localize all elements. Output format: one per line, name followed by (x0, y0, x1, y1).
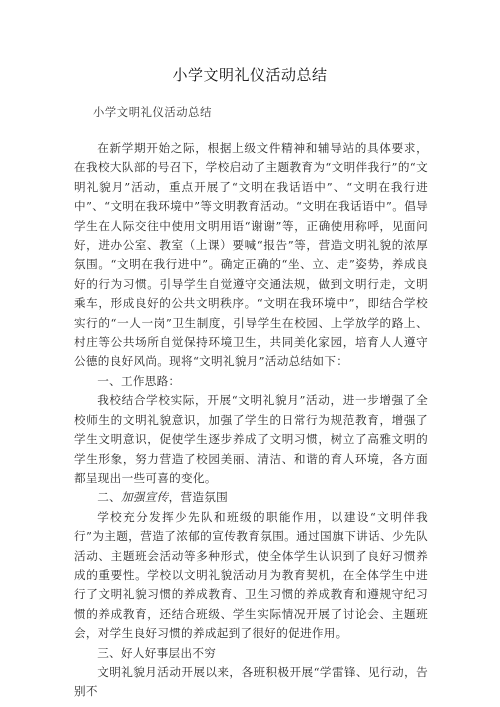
section-1-heading: 一、工作思路： (97, 373, 181, 388)
intro-paragraph: 在新学期开始之际，根据上级文件精神和辅导站的具体要求，在我校大队部的号召下，学校启动了主题教育为“文明伴我行”的“文明礼貌月”活动，重点开展了“文明在我话语中”、“文明在我行进中”、“文明在我环境中”等文明教育活动。“文明在我话语中”。倡导学生在人际交往中使用文明用语“谢谢”等，正确使用称呼，见面问好，进办公室、教室（上课）要喊“报告”等，营造文明礼貌的浓厚氛围。“文明在我行进中”。确定正确的“坐、立、走”姿势，养成良好的行为习惯。引导学生自觉遵守交通法规，做到文明行走，文明乘车，形成良好的公共文明秩序。“文明在我环境中”，即结合学校实行的“一人一岗”卫生制度，引导学生在校园、上学放学的路上、村庄等公共场所自觉保持环境卫生，共同美化家园，培育人人遵守公德的良好风尚。现将“文明礼貌月”活动总结如下： (74, 141, 428, 369)
document-subtitle: 小学文明礼仪活动总结 (93, 106, 212, 119)
section-1-paragraph: 我校结合学校实际，开展“文明礼貌月”活动，进一步增强了全校师生的文明礼貌意识，加强了学生的日常行为规范教育，增强了学生文明意识，促使学生逐步养成了文明习惯，树立了高雅文明的学生形象，努力营造了校园美丽、清洁、和谐的育人环境，各方面都呈现出一些可喜的变化。 (74, 393, 428, 485)
section-3-heading: 三、好人好事层出不穷 (97, 645, 217, 660)
section-2-heading-rest: ，营造氛围 (168, 490, 229, 505)
section-2-heading (74, 488, 428, 507)
section-2-heading-italic: 加强宣传 (120, 490, 169, 505)
document-title: 小学文明礼仪活动总结 (172, 66, 328, 84)
document-body (74, 139, 428, 702)
section-2-paragraph: 学校充分发挥少先队和班级的职能作用，以建设“文明伴我行”为主题，营造了浓郁的宣传教育氛围。通过国旗下讲话、少先队活动、主题班会活动等多种形式，使全体学生认识到了良好习惯养成的重要性。学校以文明礼貌活动月为教育契机，在全体学生中进行了文明礼貌习惯的养成教育、卫生习惯的养成教育和遵规守纪习惯的养成教育，还结合班级、学生实际情况开展了讨论会、主题班会，对学生良好习惯的养成起到了很好的促进作用。 (74, 509, 428, 641)
section-3-paragraph: 文明礼貌月活动开展以来，各班积极开展“学雷锋、见行动，告别不 (74, 664, 428, 699)
section-2-heading-prefix: 二、 (97, 490, 121, 505)
